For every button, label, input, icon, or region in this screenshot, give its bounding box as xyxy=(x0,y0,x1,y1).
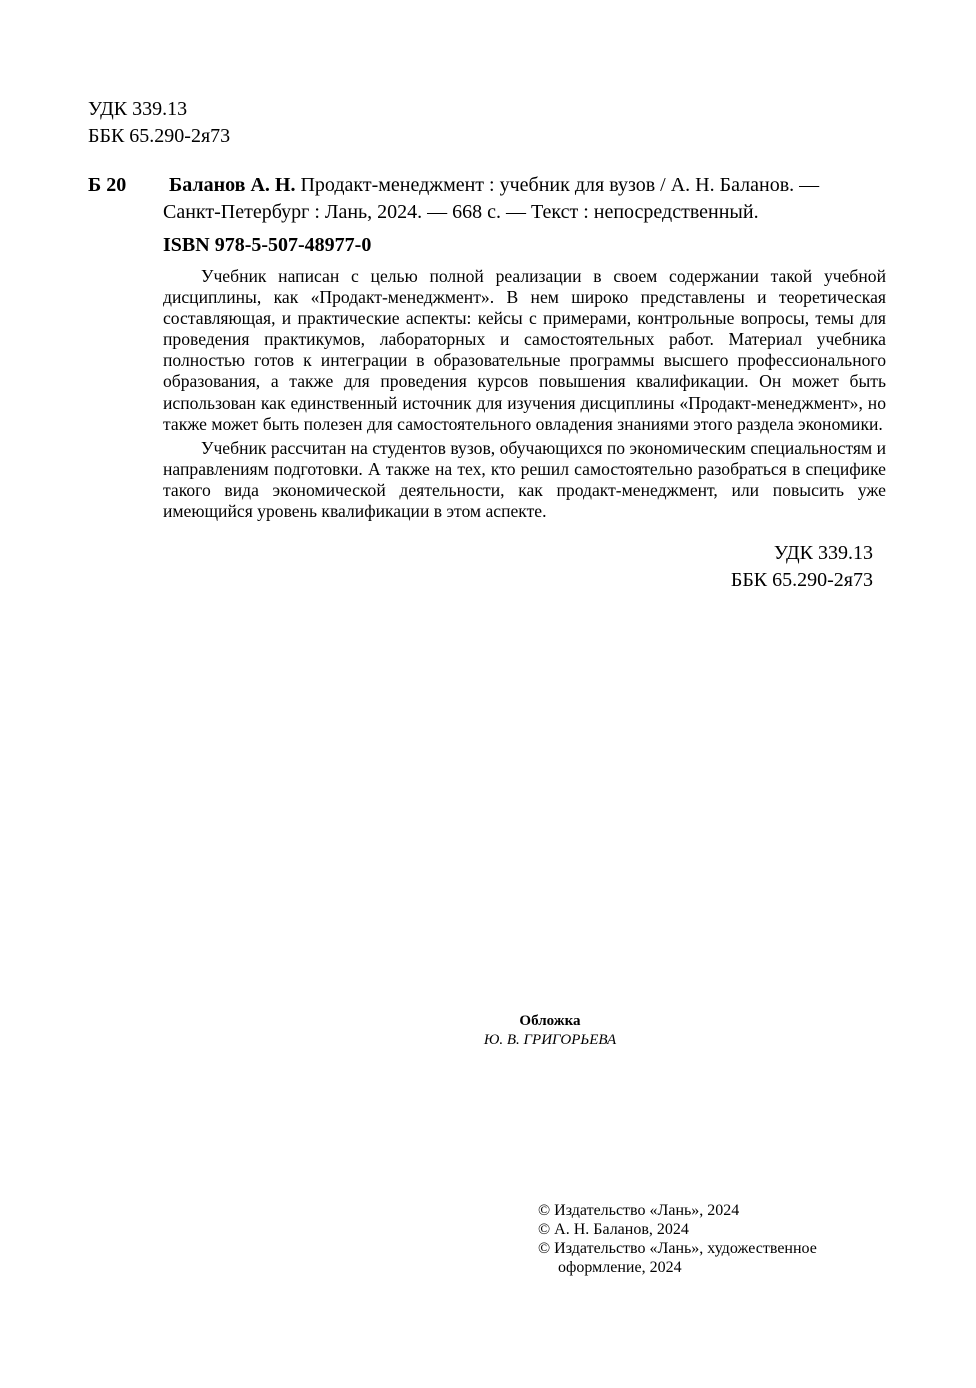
author-name: Баланов А. Н. xyxy=(169,174,296,196)
cover-credit xyxy=(380,1012,720,1050)
bbk-code-bottom: ББК 65.290-2я73 xyxy=(730,569,873,591)
annotation-paragraph-1: Учебник написан с целью полной реализации в своем содержании такой учебной дисциплины, как «Продакт-менеджмент». В нем широко представлены и теоретическая составляющая, и практические аспекты: кейсы с примерами, контрольные вопросы, темы для проведения практикумов, лабораторных и самостоятельных работ. Материал учебника полностью готов к интеграции в образовательные программы высшего профессионального образования, а также для проведения курсов повышения квалификации. Он может быть использован как единственный источник для изучения дисциплины «Продакт-менеджмент», но также может быть полезен для самостоятельного овладения знаниями этого раздела экономики. xyxy=(163,266,886,434)
bbk-code-top: ББК 65.290-2я73 xyxy=(88,125,231,147)
copyright-block xyxy=(538,1201,817,1277)
udk-code-top: УДК 339.13 xyxy=(88,98,188,120)
author-mark: Б 20 xyxy=(88,174,127,196)
copyright-line-publisher: © Издательство «Лань», 2024 xyxy=(538,1202,740,1219)
annotation-paragraph-2: Учебник рассчитан на студентов вузов, обучающихся по экономическим специальностям и направлениям подготовки. А также на тех, кто решил самостоятельно разобраться в специфике такого вида экономической деятельности, как продакт-менеджмент, или повысить уже имеющийся уровень квалификации в этом аспекте. xyxy=(163,437,886,522)
isbn: ISBN 978-5-507-48977-0 xyxy=(163,234,372,256)
udk-code-bottom: УДК 339.13 xyxy=(773,542,873,564)
bibliographic-line-1 xyxy=(163,172,886,199)
classification-bottom xyxy=(600,540,873,594)
copyright-line-design: © Издательство «Лань», художественное xyxy=(538,1240,817,1257)
cover-label: Обложка xyxy=(519,1013,581,1029)
cover-designer: Ю. В. ГРИГОРЬЕВА xyxy=(483,1032,617,1048)
annotation xyxy=(163,266,886,522)
publication-statement: Санкт-Петербург : Лань, 2024. — 668 с. — Текст : непосредственный. xyxy=(163,201,759,223)
title-statement: Продакт-менеджмент : учебник для вузов / А. Н. Баланов. — xyxy=(300,174,820,196)
bibliographic-entry xyxy=(163,172,886,226)
copyright-line-author: © А. Н. Баланов, 2024 xyxy=(538,1221,689,1238)
classification-top xyxy=(88,96,230,150)
copyright-line-design-cont: оформление, 2024 xyxy=(558,1259,682,1276)
